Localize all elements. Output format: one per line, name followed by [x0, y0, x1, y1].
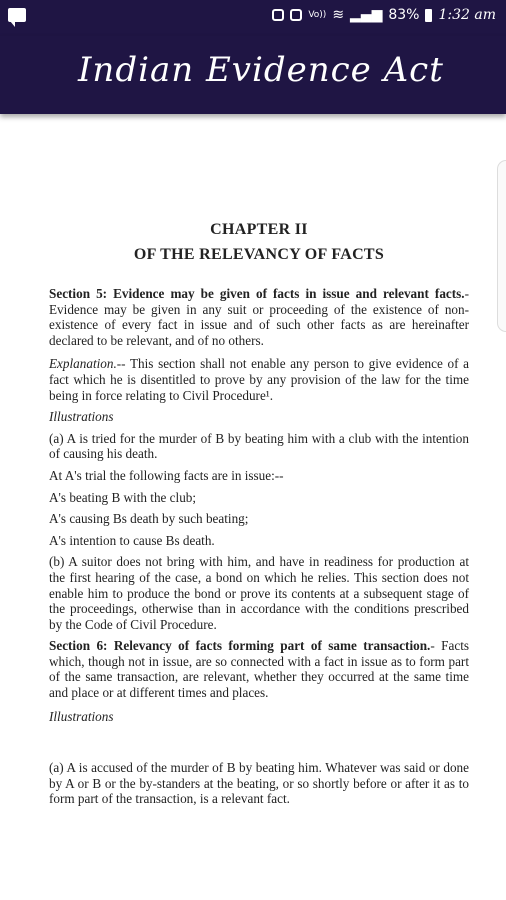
wifi-icon: ≋: [332, 7, 345, 23]
app-title: Indian Evidence Act: [78, 50, 444, 90]
document-content: [49, 120, 469, 807]
explanation-paragraph: [49, 356, 469, 403]
chapter-number: CHAPTER II: [210, 221, 308, 238]
fact-3: A's intention to cause Bs death.: [49, 532, 215, 548]
section-5-heading: Section 5: Evidence may be given of facts in issue and relevant facts.: [49, 286, 465, 301]
chapter-title: OF THE RELEVANCY OF FACTS: [133, 246, 385, 263]
explanation-label: Explanation.: [49, 356, 117, 372]
trial-intro: At A's trial the following facts are in issue:--: [49, 467, 284, 483]
section-5-paragraph: [49, 286, 469, 348]
signal-icon: ▂▄▆: [350, 7, 383, 23]
section-6-illustrations-label: Illustrations: [49, 708, 114, 724]
section-6-body: - Facts which, though not in issue, are so connected with a fact in issue as to form part of the same transaction, are relevant, whether they occurred at the same time and place or at different times and places.: [49, 638, 469, 701]
section-6-illustration-a: (a) A is accused of the murder of B by beating him. Whatever was said or done by A or B or the by-standers at the beating, or so shortly before or after it as to form part of the transaction, is a relevant fact.: [49, 760, 469, 807]
clock: 1:32 am: [438, 7, 496, 23]
illustration-b: (b) A suitor does not bring with him, and have in readiness for production at the first hearing of the case, a bond on which he relies. This section does not enable him to produce the bond or prove its contents at a subsequent stage of the proceedings, otherwise than in accordance with the conditions prescribed by the Code of Civil Procedure.: [49, 554, 469, 632]
volte-icon: Vo)): [308, 10, 327, 20]
section-5-body: -Evidence may be given in any suit or proceeding of the existence of non-existence of every fact in issue and of such other facts as are hereinafter declared to be relevant, and of no others.: [49, 286, 469, 348]
app-bar: [0, 36, 506, 114]
illustrations-label: Illustrations: [49, 409, 114, 425]
message-notification-icon: [8, 8, 26, 22]
status-left: [8, 8, 26, 26]
fact-2: A's causing Bs death by such beating;: [49, 511, 249, 527]
status-bar: [0, 0, 506, 36]
fact-1: A's beating B with the club;: [49, 489, 197, 505]
section-6-paragraph: [49, 638, 469, 700]
scroll-handle[interactable]: [497, 160, 506, 332]
section-6-heading: Section 6: Relevancy of facts forming part of same transaction.: [49, 638, 431, 654]
illustration-a: (a) A is tried for the murder of B by beating him with a club with the intention of causing his death.: [49, 430, 469, 462]
battery-percent: 83%: [388, 7, 420, 23]
battery-icon: [425, 9, 432, 22]
status-right: [272, 7, 496, 23]
settings-icon: [290, 9, 302, 21]
explanation-text: -- This section shall not enable any person to give evidence of a fact which he is disentitled to prove by any provision of the law for the time being in force relating to Civil Procedure¹.: [49, 356, 469, 403]
alarm-icon: [272, 9, 284, 21]
